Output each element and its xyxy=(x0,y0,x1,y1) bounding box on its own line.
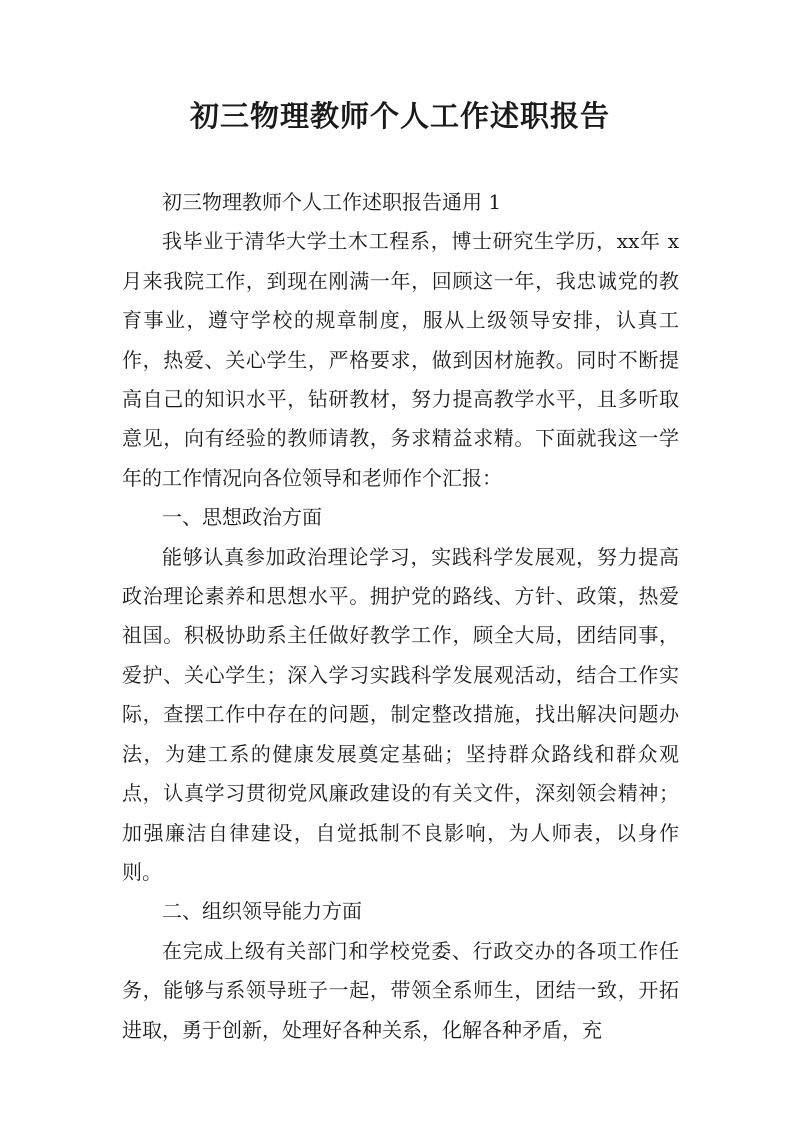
section-heading-political: 一、思想政治方面 xyxy=(162,505,322,530)
leadership-paragraph: 在完成上级有关部门和学校党委、行政交办的各项工作任务，能够与系领导班子一起，带领全系师生，团结一致，开拓进取，勇于创新，处理好各种关系，化解各种矛盾，充 xyxy=(122,938,679,1042)
section-heading-leadership: 二、组织领导能力方面 xyxy=(162,899,362,924)
intro-paragraph: 我毕业于清华大学土木工程系，博士研究生学历，xx年 x 月来我院工作，到现在刚满一年，回顾这一年，我忠诚党的教育事业，遵守学校的规章制度，服从上级领导安排，认真工作，热爱、关心学生，严格要求，做到因材施教。同时不断提高自己的知识水平，钻研教材，努力提高教学水平，且多听取意见，向有经验的教师请教，务求精益求精。下面就我这一学年的工作情况向各位领导和老师作个汇报： xyxy=(122,229,679,490)
document-title: 初三物理教师个人工作述职报告 xyxy=(189,99,610,133)
subtitle-paragraph: 初三物理教师个人工作述职报告通用 1 xyxy=(162,190,502,214)
document-body xyxy=(122,183,679,1050)
political-paragraph: 能够认真参加政治理论学习，实践科学发展观，努力提高政治理论素养和思想水平。拥护党的路线、方针、政策，热爱祖国。积极协助系主任做好教学工作，顾全大局，团结同事，爱护、关心学生；深入学习实践科学发展观活动，结合工作实际，查摆工作中存在的问题，制定整改措施，找出解决问题办法，为建工系的健康发展奠定基础；坚持群众路线和群众观点，认真学习贯彻党风廉政建设的有关文件，深刻领会精神；加强廉洁自律建设，自觉抵制不良影响，为人师表，以身作则。 xyxy=(122,544,679,884)
